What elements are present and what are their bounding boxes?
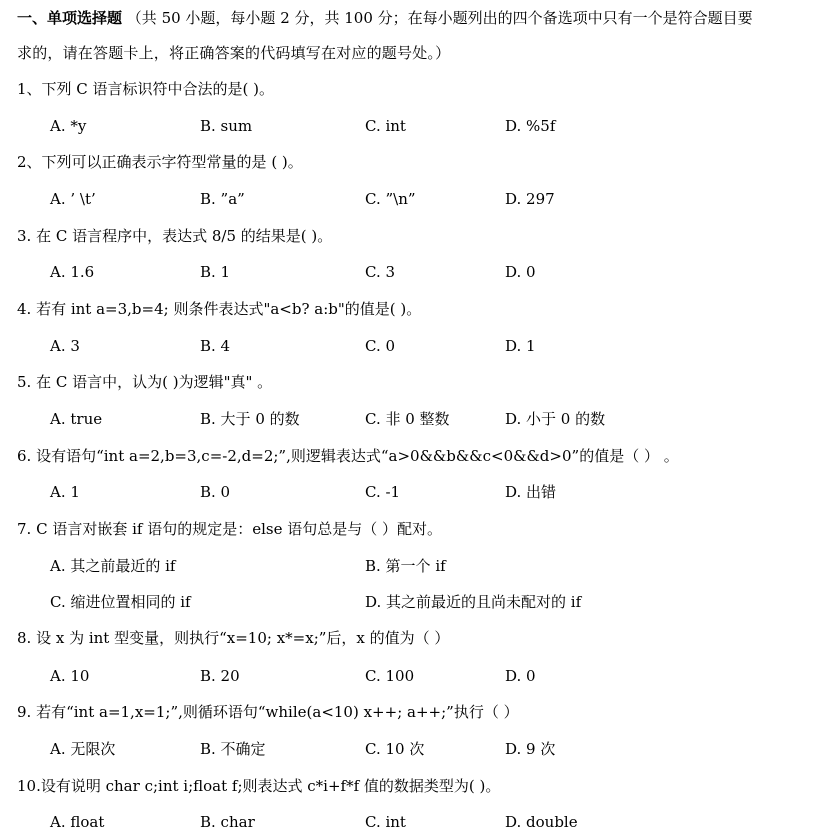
question-6-option-a: A. 1 (50, 483, 80, 501)
question-6-option-c: C. -1 (365, 483, 401, 501)
question-9-option-a: A. 无限次 (50, 740, 116, 758)
question-1-option-d: D. %5f (505, 117, 556, 135)
question-10-option-a: A. float (50, 813, 105, 831)
question-7-option-d: D. 其之前最近的且尚未配对的 if (365, 593, 582, 611)
section-header (17, 8, 753, 28)
question-8-option-b: B. 20 (200, 667, 240, 685)
question-4-option-a: A. 3 (50, 337, 80, 355)
question-5-option-d: D. 小于 0 的数 (505, 410, 606, 428)
question-10-stem: 10.设有说明 char c;int i;float f;则表达式 c*i+f*f 值的数据类型为( )。 (17, 777, 501, 795)
question-3-option-c: C. 3 (365, 263, 396, 281)
question-8-option-d: D. 0 (505, 667, 536, 685)
question-7-stem: 7. C 语言对嵌套 if 语句的规定是：else 语句总是与（ ）配对。 (17, 520, 442, 538)
question-2-stem: 2、下列可以正确表示字符型常量的是 ( )。 (17, 153, 303, 171)
question-8-stem: 8. 设 x 为 int 型变量，则执行“x=10; x*=x;”后，x 的值为（ ） (17, 629, 450, 647)
question-4-option-c: C. 0 (365, 337, 396, 355)
question-7-option-a: A. 其之前最近的 if (50, 557, 176, 575)
question-1-option-c: C. int (365, 117, 406, 135)
question-4-stem: 4. 若有 int a=3,b=4; 则条件表达式"a<b? a:b"的值是( )。 (17, 300, 422, 318)
section-instructions-line-2: 求的，请在答题卡上，将正确答案的代码填写在对应的题号处。） (17, 44, 451, 62)
question-7-option-b: B. 第一个 if (365, 557, 446, 575)
question-5-option-c: C. 非 0 整数 (365, 410, 450, 428)
question-6-stem: 6. 设有语句“int a=2,b=3,c=-2,d=2;”,则逻辑表达式“a>0&&b&&c<0&&d>0”的值是（ ） 。 (17, 447, 679, 465)
question-1-stem: 1、下列 C 语言标识符中合法的是( )。 (17, 80, 275, 98)
question-6-option-b: B. 0 (200, 483, 231, 501)
question-9-option-d: D. 9 次 (505, 740, 556, 758)
question-8-option-c: C. 100 (365, 667, 415, 685)
question-3-stem: 3. 在 C 语言程序中，表达式 8/5 的结果是( )。 (17, 227, 333, 245)
question-5-option-a: A. true (50, 410, 103, 428)
question-10-option-b: B. char (200, 813, 255, 831)
question-3-option-d: D. 0 (505, 263, 536, 281)
question-5-stem: 5. 在 C 语言中，认为( )为逻辑"真" 。 (17, 373, 273, 391)
question-8-option-a: A. 10 (50, 667, 90, 685)
question-2-option-b: B. ”a” (200, 190, 245, 208)
question-10-option-c: C. int (365, 813, 406, 831)
question-9-option-b: B. 不确定 (200, 740, 266, 758)
section-heading: 一、单项选择题 (17, 9, 123, 27)
question-2-option-c: C. ”\n” (365, 190, 416, 208)
question-6-option-d: D. 出错 (505, 483, 557, 501)
question-10-option-d: D. double (505, 813, 578, 831)
section-instructions-line-1: （共 50 小题，每小题 2 分，共 100 分；在每小题列出的四个备选项中只有一个是符合题目要 (126, 9, 753, 27)
question-4-option-b: B. 4 (200, 337, 231, 355)
question-4-option-d: D. 1 (505, 337, 536, 355)
question-1-option-a: A. *y (50, 117, 87, 135)
question-5-option-b: B. 大于 0 的数 (200, 410, 300, 428)
question-9-stem: 9. 若有“int a=1,x=1;”,则循环语句“while(a<10) x++; a++;”执行（ ） (17, 703, 519, 721)
question-2-option-a: A. ’ \t’ (50, 190, 96, 208)
question-9-option-c: C. 10 次 (365, 740, 425, 758)
question-3-option-a: A. 1.6 (50, 263, 95, 281)
question-2-option-d: D. 297 (505, 190, 555, 208)
question-3-option-b: B. 1 (200, 263, 231, 281)
question-7-option-c: C. 缩进位置相同的 if (50, 593, 191, 611)
question-1-option-b: B. sum (200, 117, 253, 135)
